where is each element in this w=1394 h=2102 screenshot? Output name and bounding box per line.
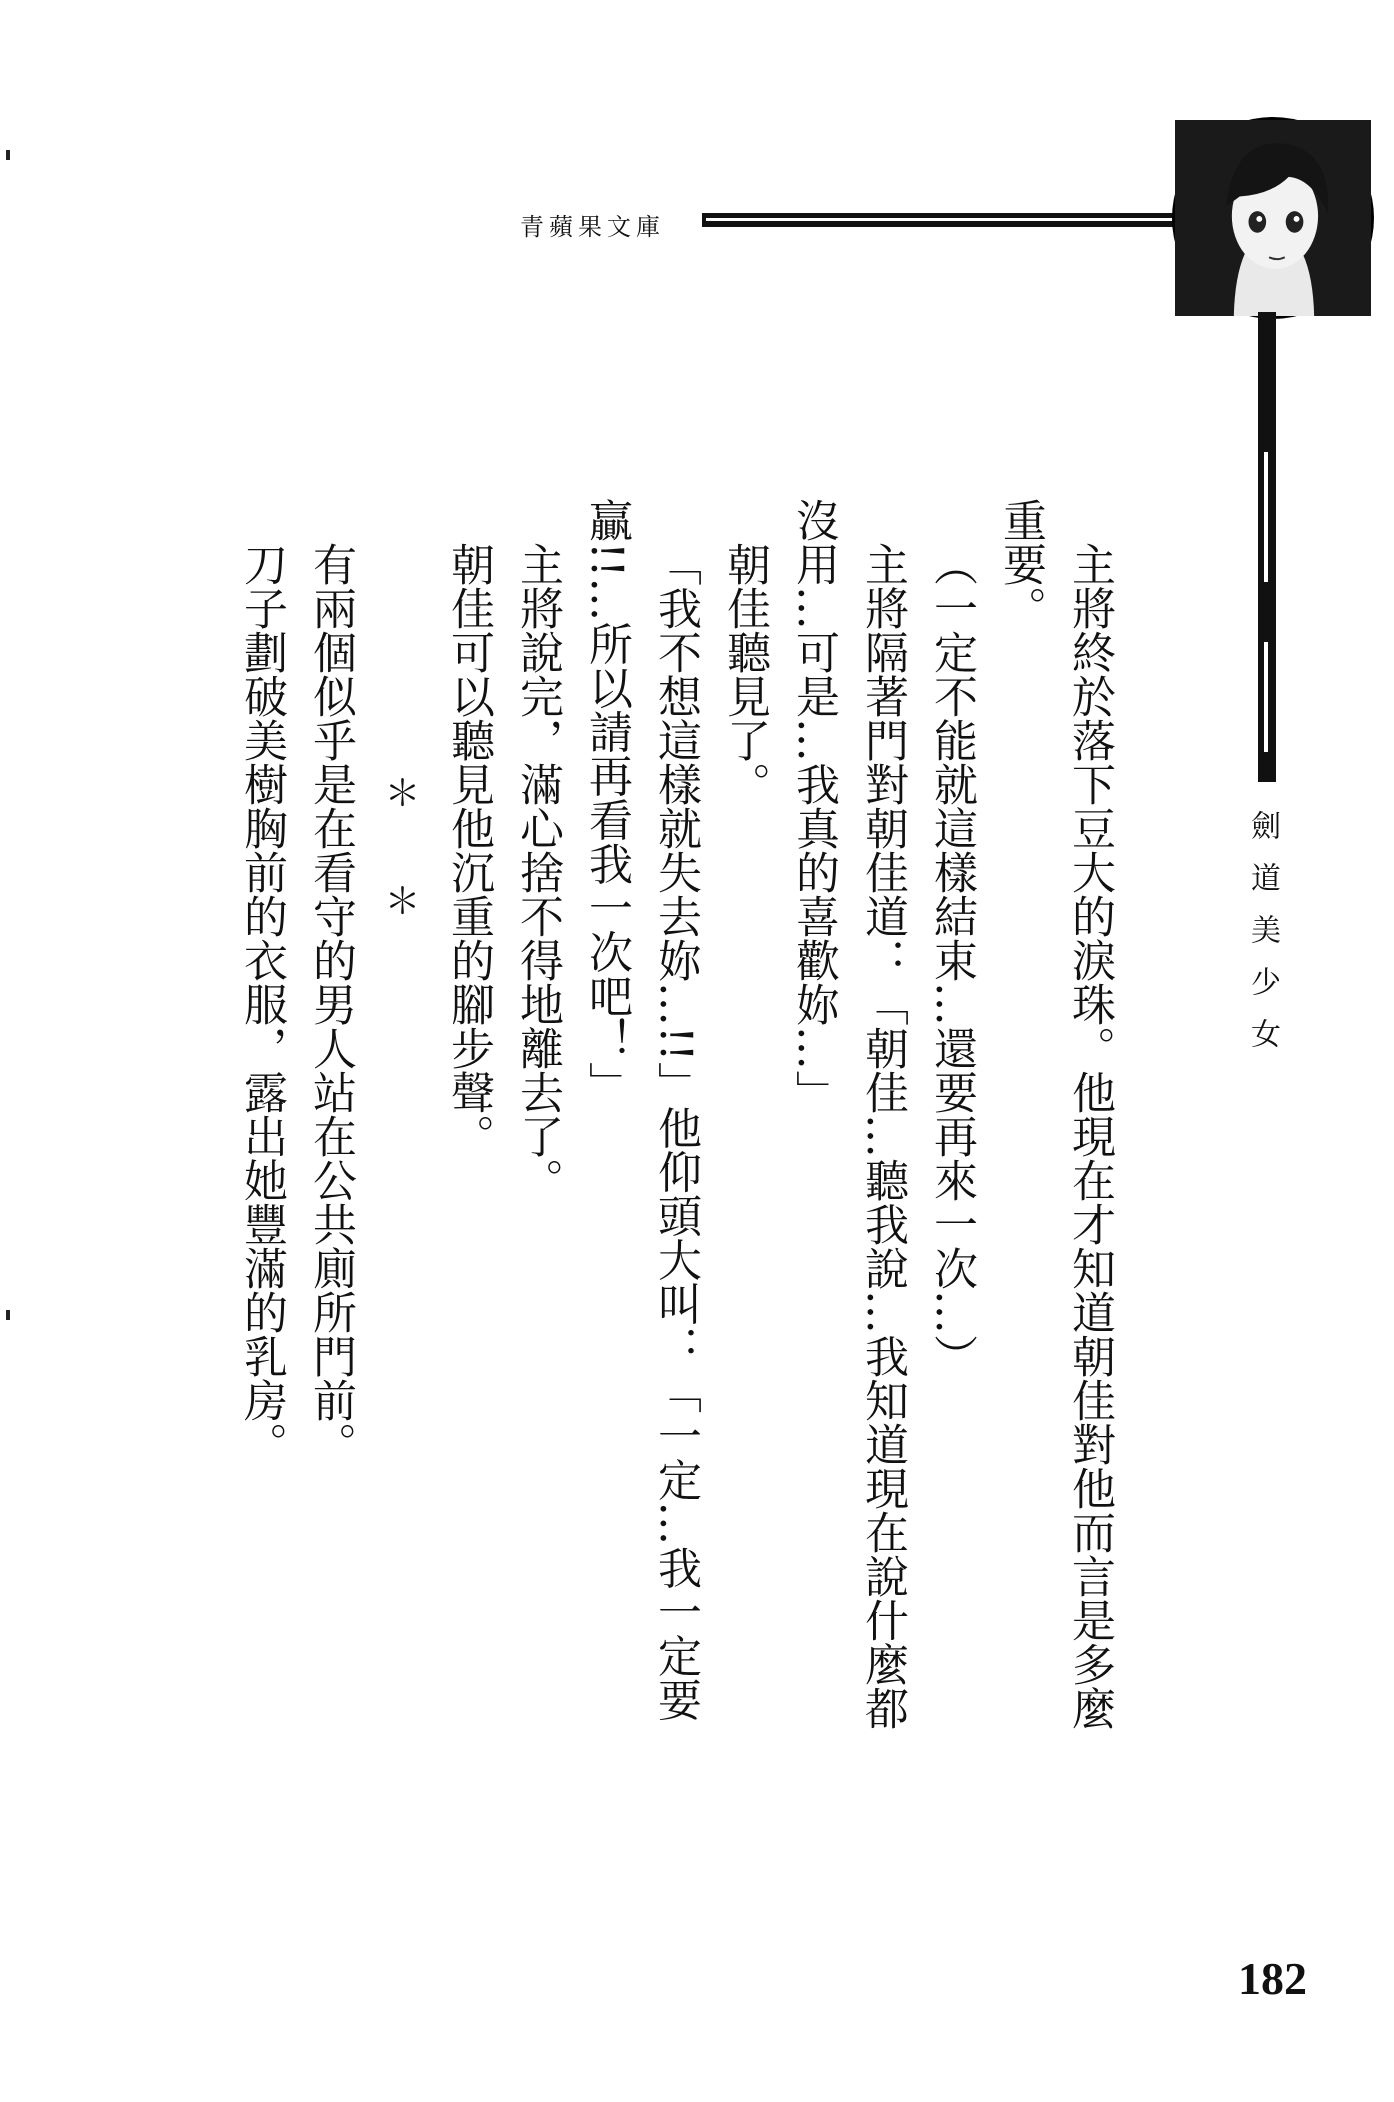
paragraph: 沒用…可是…我真的喜歡妳…」 <box>788 498 839 1114</box>
series-label: 青蘋果文庫 <box>520 213 665 241</box>
paragraph: 主將說完，滿心捨不得地離去了。 <box>512 542 563 1202</box>
header-bar <box>702 213 1180 227</box>
paragraph: （一定不能就這樣結束…還要再來一次…） <box>926 542 977 1378</box>
paragraph: 主將終於落下豆大的淚珠。他現在才知道朝佳對他而言是多麼 <box>1064 542 1115 1730</box>
paragraph: 朝佳可以聽見他沉重的腳步聲。 <box>443 542 494 1158</box>
book-title: 劍道美少女 <box>1245 810 1280 1070</box>
portrait-illustration <box>1172 117 1374 319</box>
paragraph: 主將隔著門對朝佳道：「朝佳…聽我說…我知道現在說什麼都 <box>857 542 908 1730</box>
scene-separator: ＊ ＊ <box>379 774 420 918</box>
scan-edge-mark <box>6 150 10 160</box>
scan-edge-mark <box>6 1310 10 1320</box>
paragraph: 有兩個似乎是在看守的男人站在公共廁所門前。 <box>305 542 356 1466</box>
paragraph: 重要。 <box>995 498 1046 630</box>
header-vertical-bar <box>1258 312 1276 782</box>
vbar-highlight-1 <box>1264 452 1268 582</box>
paragraph: 朝佳聽見了。 <box>719 542 770 806</box>
paragraph: 「我不想這樣就失去妳…!!」他仰頭大叫：「一定…我一定要 <box>650 542 701 1722</box>
paragraph: 贏!!…所以請再看我一次吧！」 <box>581 498 632 1106</box>
vbar-highlight-2 <box>1264 642 1268 752</box>
page-number: 182 <box>1238 1953 1307 2004</box>
body-text <box>236 498 1124 1978</box>
paragraph: 刀子劃破美樹胸前的衣服，露出她豐滿的乳房。 <box>236 542 287 1466</box>
header-bar-highlight <box>706 218 1176 221</box>
